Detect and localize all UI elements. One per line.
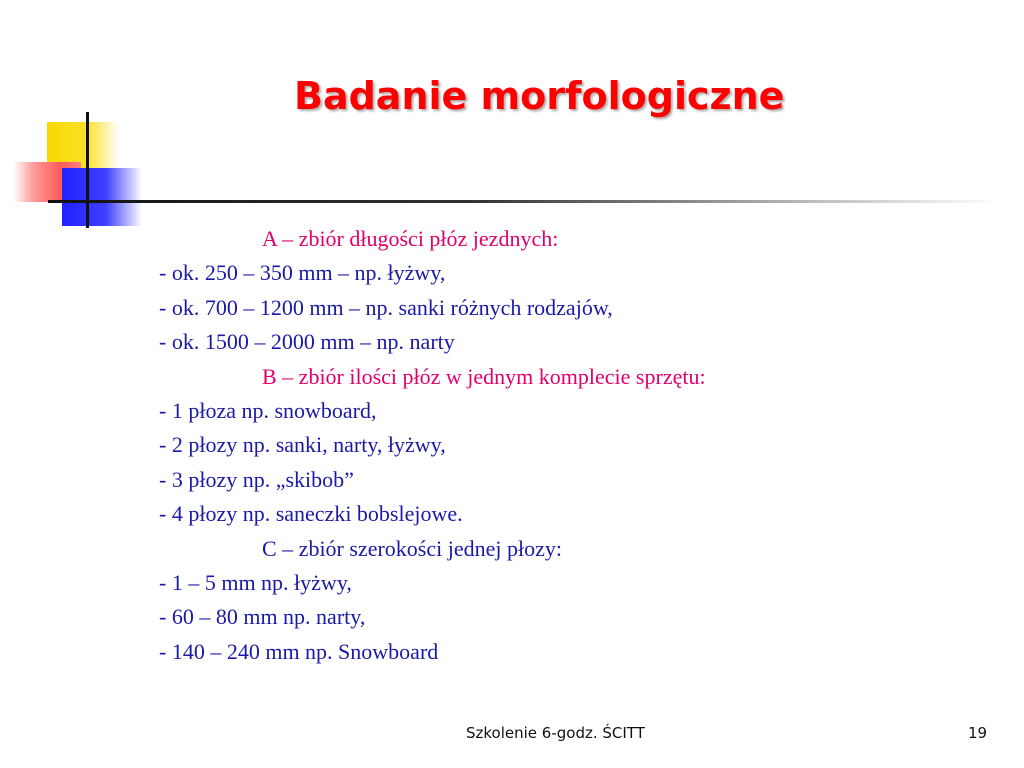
horizontal-divider-line	[48, 200, 1000, 203]
heading-b: B – zbiór ilości płóz w jednym komplecie sprzętu:	[262, 363, 706, 389]
heading-c: C – zbiór szerokości jednej płozy:	[262, 535, 562, 561]
list-item: - ok. 700 – 1200 mm – np. sanki różnych rodzajów,	[159, 294, 613, 320]
list-item: - ok. 1500 – 2000 mm – np. narty	[159, 329, 455, 355]
heading-a: A – zbiór długości płóz jezdnych:	[262, 226, 559, 251]
list-item: - 1 płoza np. snowboard,	[159, 398, 377, 424]
decorative-squares-logo	[0, 0, 160, 240]
page-number: 19	[968, 724, 988, 742]
list-item: - 2 płozy np. sanki, narty, łyżwy,	[159, 432, 446, 458]
slide-title: Badanie morfologiczne	[294, 74, 785, 118]
list-item: - 3 płozy np. „skibob”	[159, 466, 354, 492]
blue-square	[62, 168, 142, 226]
list-item: - 140 – 240 mm np. Snowboard	[159, 638, 439, 664]
list-item: - 60 – 80 mm np. narty,	[159, 604, 366, 630]
slide-footer: Szkolenie 6-godz. ŚCITT	[466, 724, 645, 742]
list-item: - 1 – 5 mm np. łyżwy,	[159, 570, 352, 596]
vertical-divider-line	[86, 112, 89, 228]
list-item: - ok. 250 – 350 mm – np. łyżwy,	[159, 260, 446, 286]
list-item: - 4 płozy np. saneczki bobslejowe.	[159, 501, 463, 527]
slide-body	[159, 222, 979, 669]
